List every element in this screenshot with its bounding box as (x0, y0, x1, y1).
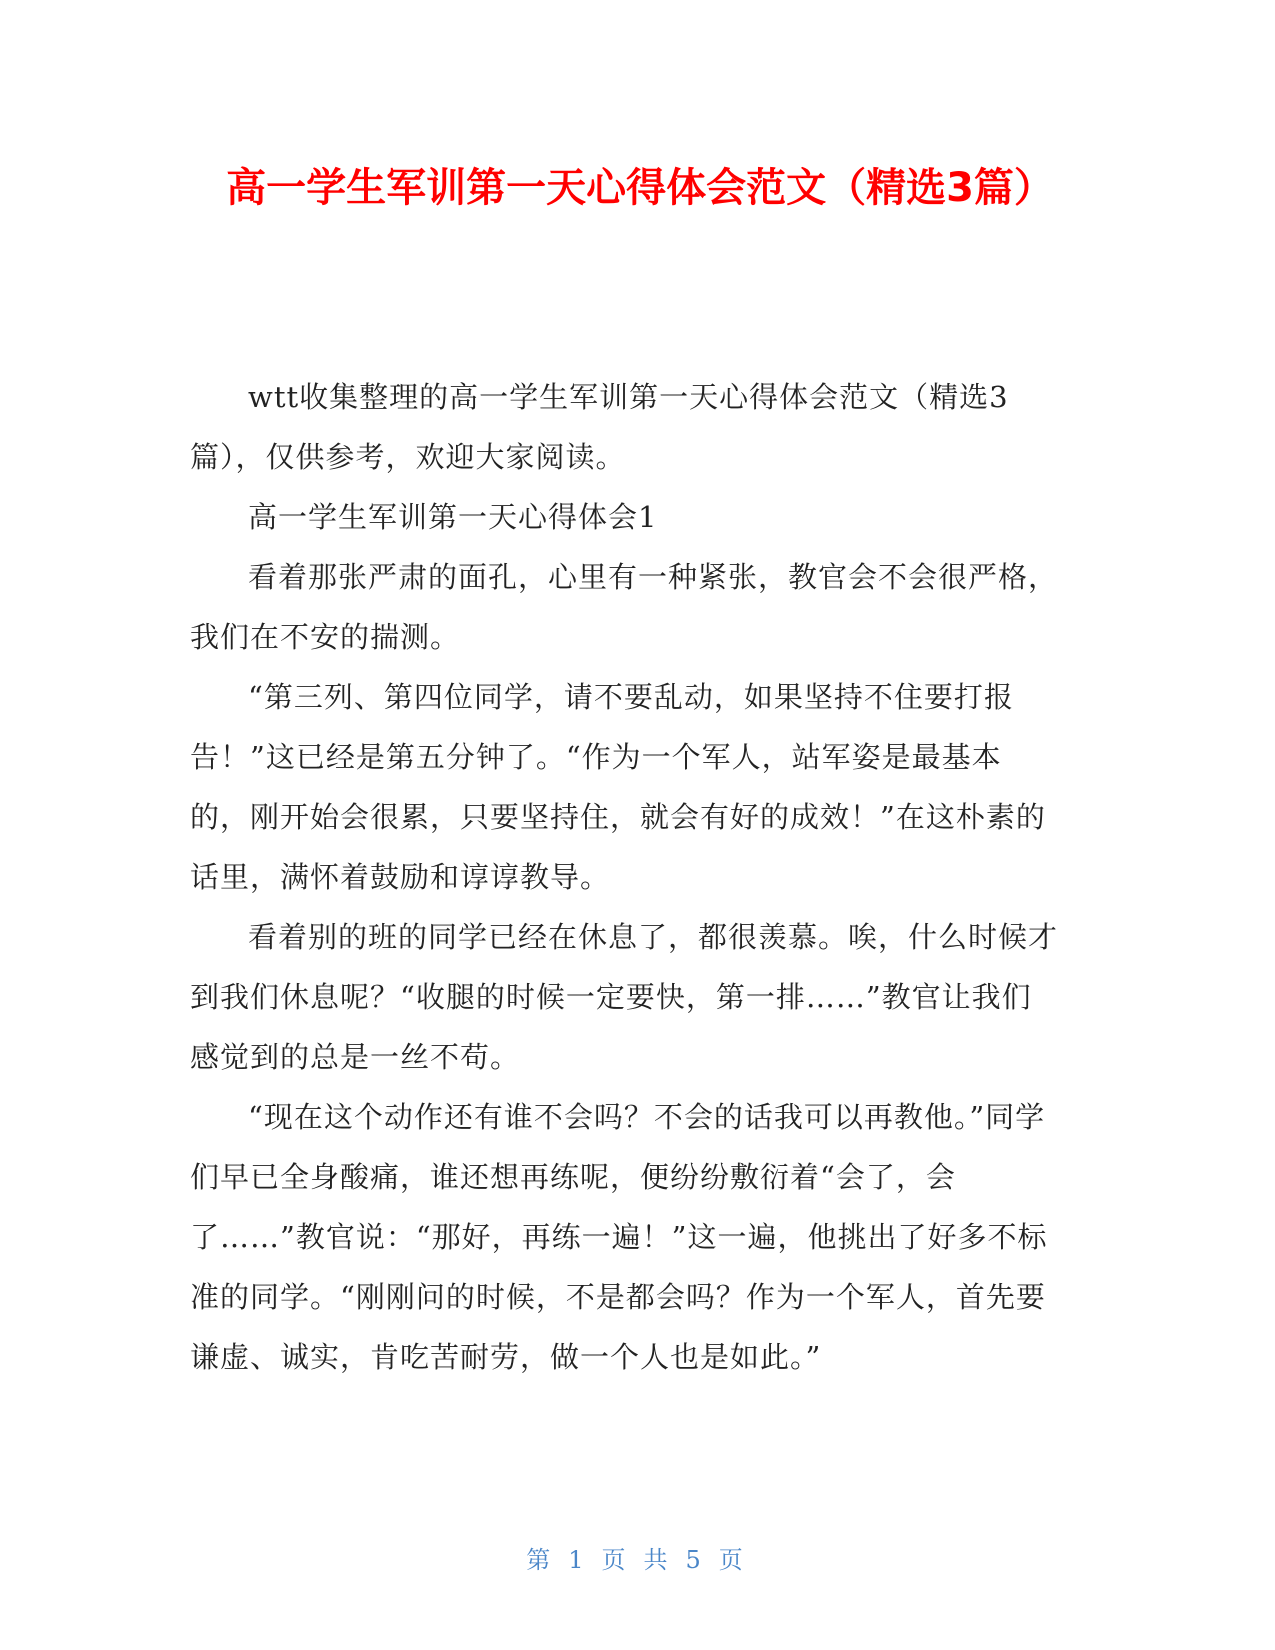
footer-total-prefix: 共 (643, 1546, 674, 1574)
footer-suffix: 页 (718, 1546, 749, 1574)
footer-current-page: 1 (568, 1546, 590, 1574)
body-paragraph: “第三列、第四位同学，请不要乱动，如果坚持不住要打报告！”这已经是第五分钟了。“作为一个军人，站军姿是最基本的，刚开始会很累，只要坚持住，就会有好的成效！”在这朴素的话里，满怀着鼓励和谆谆教导。 (190, 680, 1046, 894)
footer-total-pages: 5 (685, 1546, 707, 1574)
footer-page-word: 页 (601, 1546, 632, 1574)
intro-paragraph: wtt收集整理的高一学生军训第一天心得体会范文（精选3篇），仅供参考，欢迎大家阅读。 (190, 380, 1009, 474)
footer-prefix: 第 (526, 1546, 557, 1574)
section-heading: 高一学生军训第一天心得体会1 (248, 500, 658, 534)
document-title: 高一学生军训第一天心得体会范文（精选3篇） (226, 165, 1054, 211)
body-paragraph: “现在这个动作还有谁不会吗？不会的话我可以再教他。”同学们早已全身酸痛，谁还想再练呢，便纷纷敷衍着“会了，会了……”教官说：“那好，再练一遍！”这一遍，他挑出了好多不标准的同学。“刚刚问的时候，不是都会吗？作为一个军人，首先要谦虚、诚实，肯吃苦耐劳，做一个人也是如此。” (190, 1100, 1048, 1374)
page-footer (0, 1540, 1275, 1575)
document-body (190, 367, 1060, 1387)
body-paragraph: 看着那张严肃的面孔，心里有一种紧张，教官会不会很严格，我们在不安的揣测。 (190, 560, 1059, 654)
body-paragraph: 看着别的班的同学已经在休息了，都很羡慕。唉，什么时候才到我们休息呢？“收腿的时候一定要快，第一排……”教官让我们感觉到的总是一丝不苟。 (190, 920, 1059, 1074)
